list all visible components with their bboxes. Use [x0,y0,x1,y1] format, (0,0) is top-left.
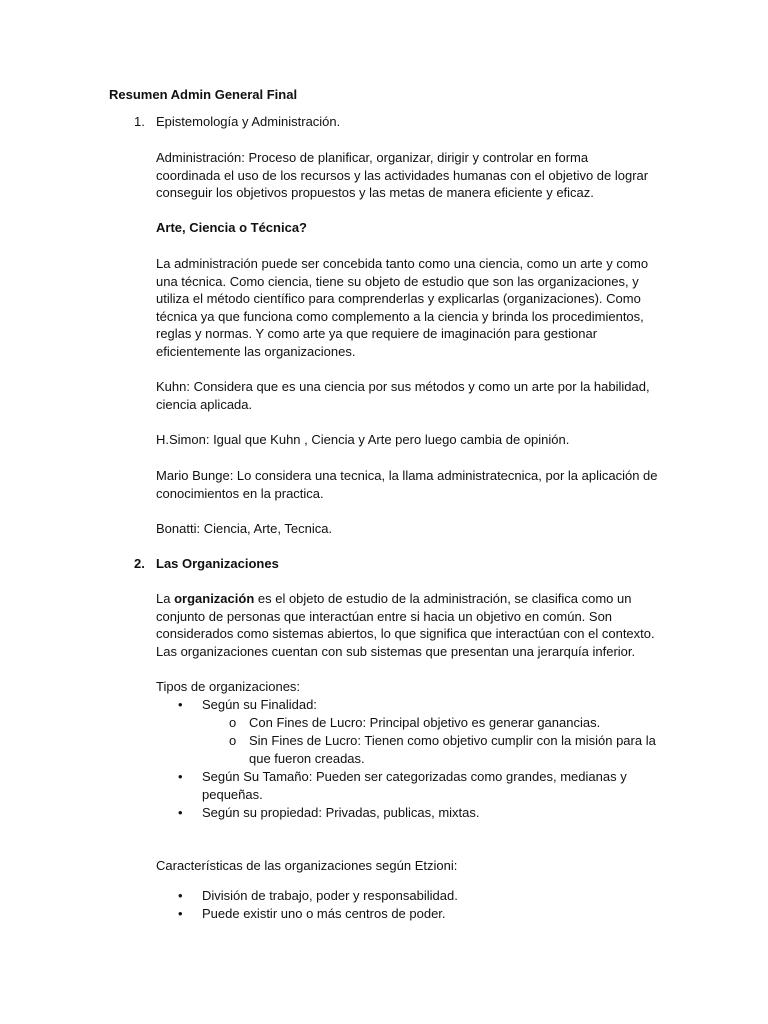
text-segment: La [156,591,175,606]
bullet-icon: • [178,805,183,820]
text-line: técnica ya que funciona como complemento a la ciencia y brinda los procedimientos, [156,308,644,324]
paragraph-simon: H.Simon: Igual que Kuhn , Ciencia y Arte pero luego cambia de opinión. [156,432,570,447]
text-line: Según Su Tamaño: Pueden ser categorizadas como grandes, medianas y [202,769,627,784]
paragraph-kuhn [156,378,650,413]
bullet-icon: • [178,906,183,921]
section-1-heading: Epistemología y Administración. [156,114,341,129]
text-line: conjunto de personas que interactúan entre si hacia un objetivo en común. Son [156,608,613,624]
bullet-icon: • [178,888,183,903]
text-line: conocimientos en la practica. [156,485,324,501]
etzioni-heading: Características de las organizaciones según Etzioni: [156,858,458,873]
text-line: Las organizaciones cuentan con sub sistemas que presentan una jerarquía inferior. [156,643,636,659]
list-item: Según su propiedad: Privadas, publicas, mixtas. [202,805,480,820]
list-item: Según su Finalidad: [202,697,317,712]
text-line: reglas y normas. Y como arte ya que requiere de imaginación para gestionar [156,326,598,342]
text-line: utiliza el método científico para comprenderlas y explicarlas (organizaciones). Como [156,291,641,307]
text-line: una técnica. Como ciencia, tiene su objeto de estudio que son las organizaciones, y [156,273,639,289]
subheading-arte-ciencia: Arte, Ciencia o Técnica? [156,220,307,235]
paragraph-bonatti: Bonatti: Ciencia, Arte, Tecnica. [156,521,333,536]
text-line: Sin Fines de Lucro: Tienen como objetivo cumplir con la misión para la [249,733,656,748]
text-line: que fueron creadas. [249,750,365,766]
circle-bullet-icon: o [229,715,237,730]
section-2-heading: Las Organizaciones [156,556,279,571]
paragraph-concebida [156,255,648,361]
administracion-definition [156,149,648,202]
text-line: Administración: Proceso de planificar, organizar, dirigir y controlar en forma [156,150,589,165]
bullet-icon: • [178,769,183,784]
text-line: conseguir los objetivos propuestos y las metas de manera eficiente y eficaz. [156,185,594,201]
list-item [202,768,627,803]
text-line: ciencia aplicada. [156,396,253,412]
text-line: pequeñas. [202,786,263,802]
bullet-icon: • [178,697,183,712]
section-1-number: 1. [134,114,145,129]
section-2-number: 2. [134,556,145,571]
text-line: Mario Bunge: Lo considera una tecnica, la llama administratecnica, por la aplicación de [156,468,658,483]
paragraph-bunge [156,467,658,502]
list-item: División de trabajo, poder y responsabilidad. [202,888,458,903]
list-item: Puede existir uno o más centros de poder. [202,906,446,921]
bold-term: organización [174,591,255,606]
text-line [156,590,655,608]
tipos-heading: Tipos de organizaciones: [156,679,301,694]
list-item: Con Fines de Lucro: Principal objetivo es generar ganancias. [249,715,601,730]
paragraph-organizacion [156,590,655,660]
text-line: eficientemente las organizaciones. [156,343,356,359]
text-line: coordinada el uso de los recursos y las actividades humanas con el objetivo de lograr [156,167,649,183]
document-title: Resumen Admin General Final [109,87,298,102]
text-line: considerados como sistemas abiertos, lo que significa que interactúan con el contexto. [156,626,655,642]
text-line: Kuhn: Considera que es una ciencia por sus métodos y como un arte por la habilidad, [156,379,650,394]
list-item [249,732,656,767]
text-line: La administración puede ser concebida tanto como una ciencia, como un arte y como [156,256,649,271]
circle-bullet-icon: o [229,733,237,748]
text-segment: es el objeto de estudio de la administración, se clasifica como un [254,591,632,606]
